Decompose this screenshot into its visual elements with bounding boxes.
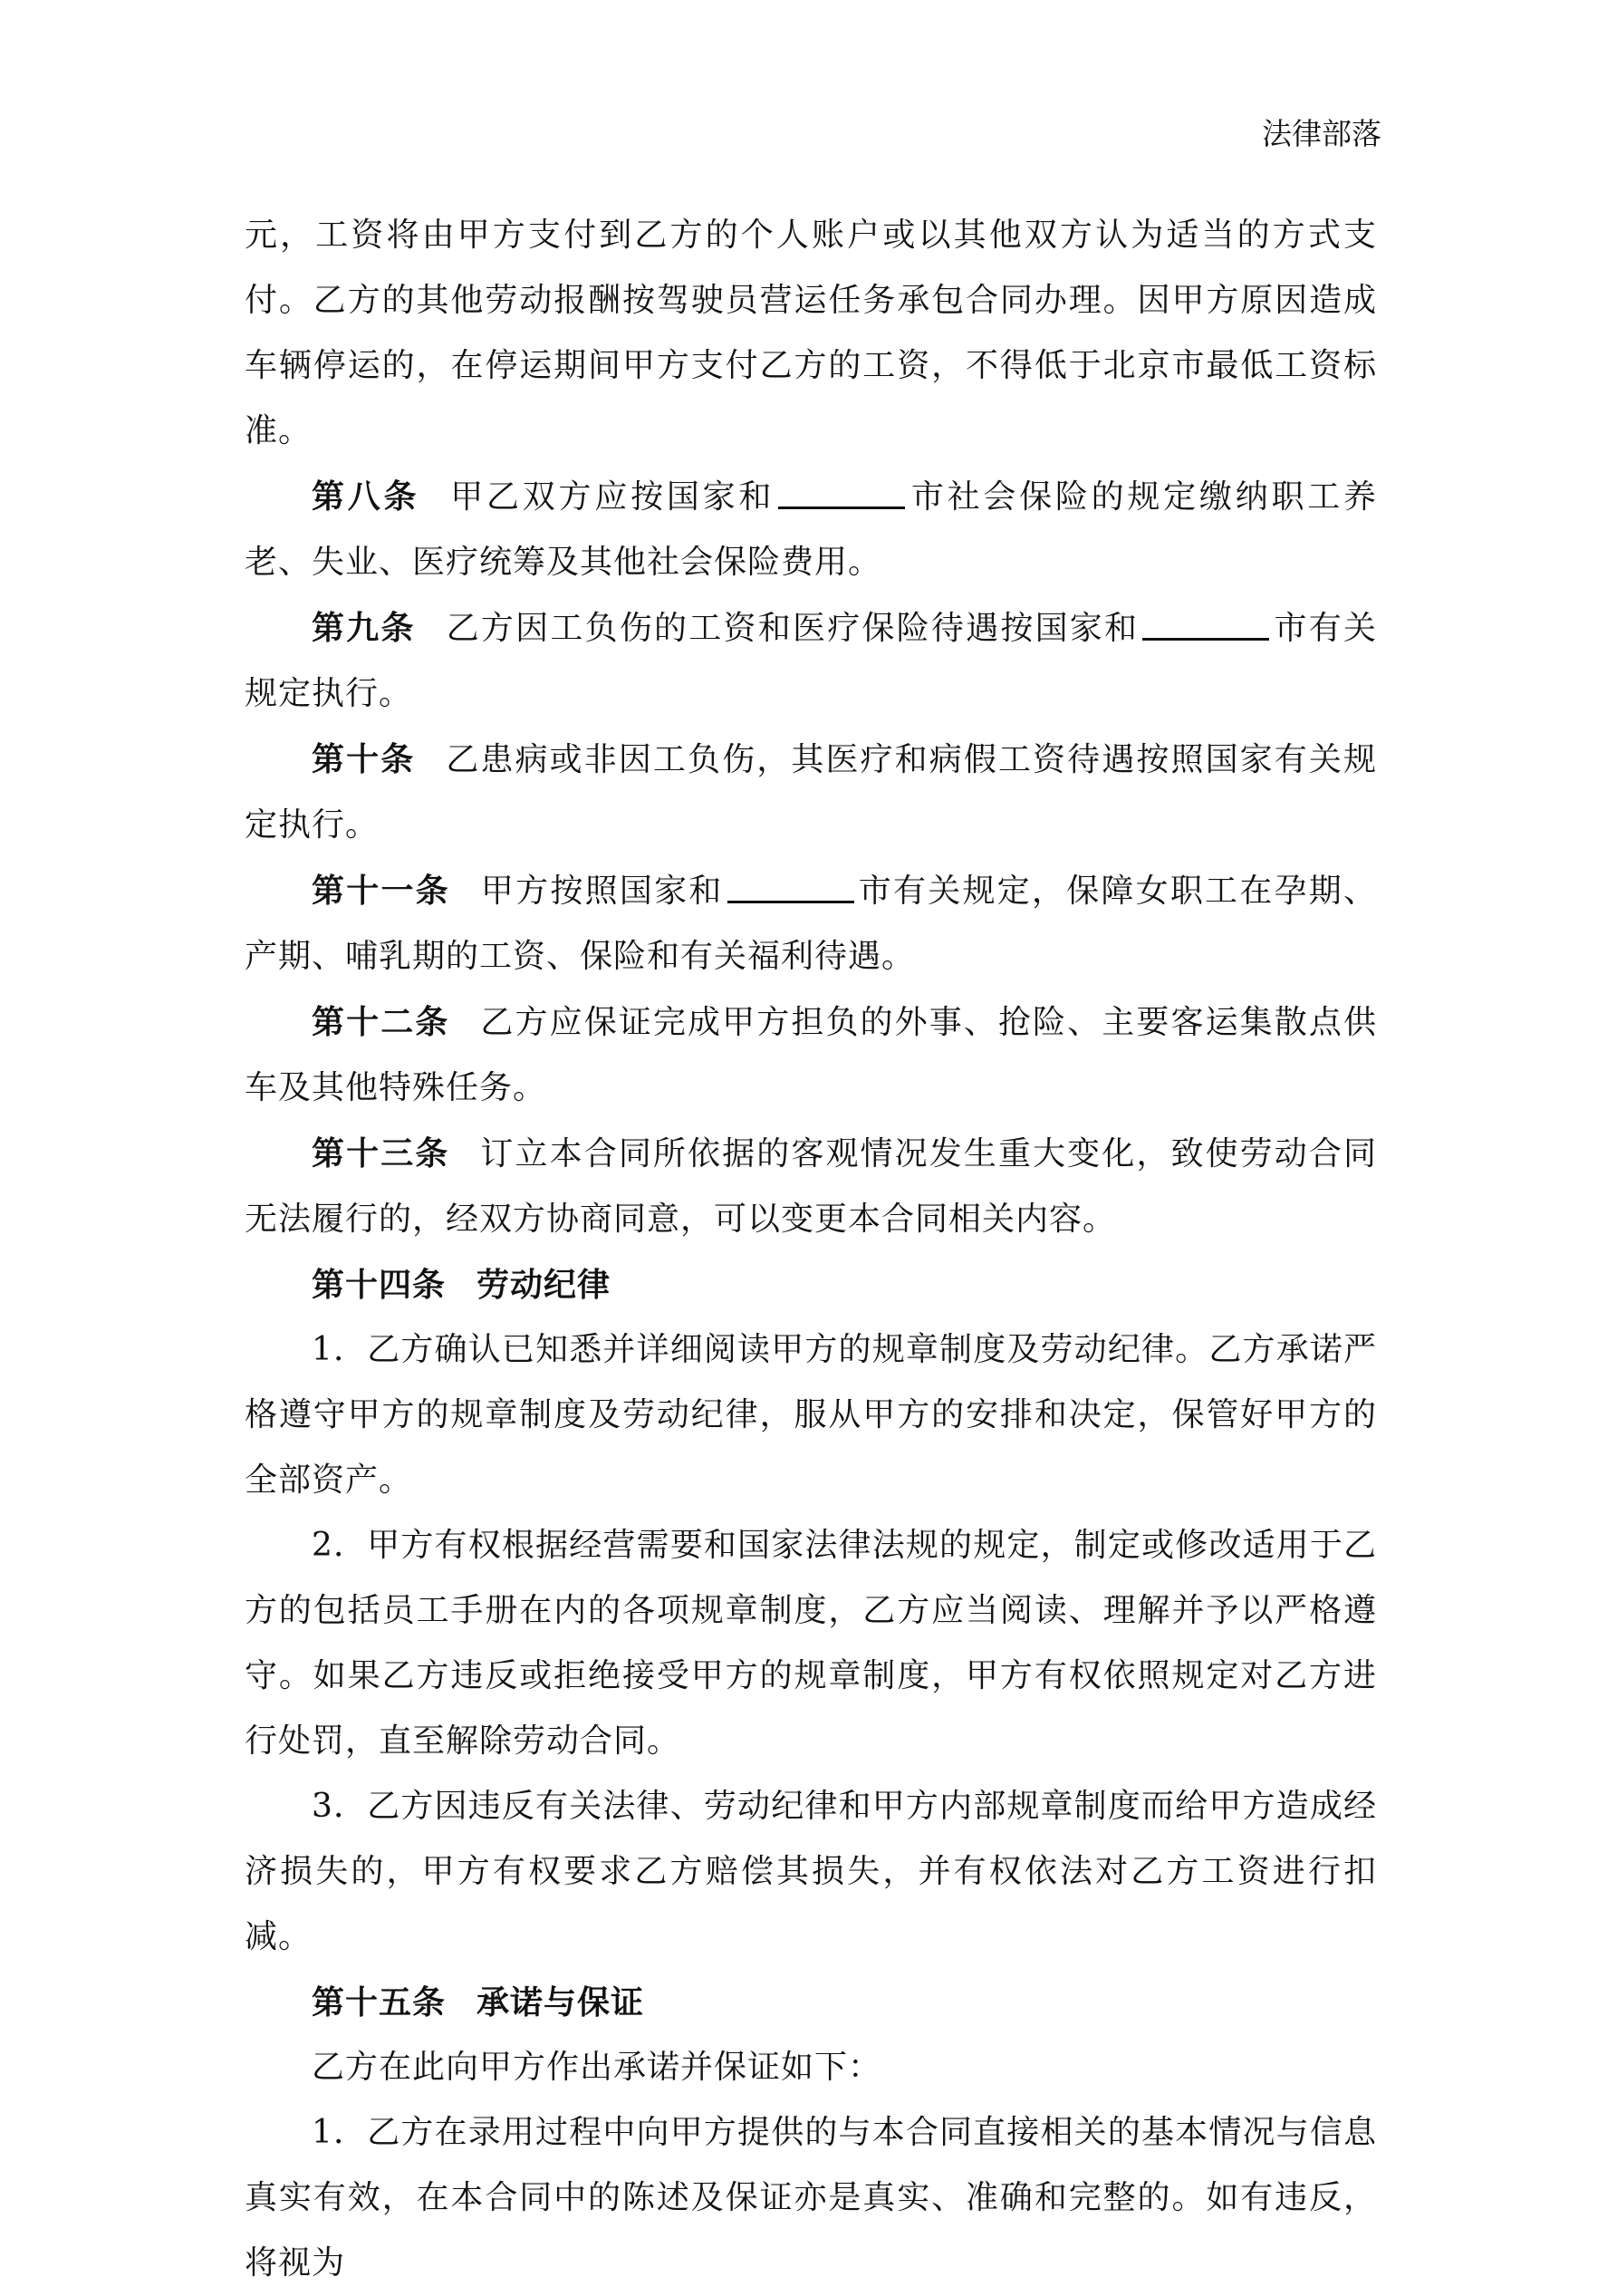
article-13 xyxy=(245,1121,1377,1252)
article-13-text: 订立本合同所依据的客观情况发生重大变化，致使劳动合同无法履行的，经双方协商同意，可以变更本合同相关内容。 xyxy=(245,1135,1377,1238)
article-8 xyxy=(245,464,1377,595)
article-14-label: 第十四条 xyxy=(312,1266,447,1304)
article-9 xyxy=(245,595,1377,727)
document-body xyxy=(245,203,1377,2296)
article-11 xyxy=(245,858,1377,989)
article-8-text-post: 市社会保险的规定缴纳职工养老、失业、医疗统筹及其他社会保险费用。 xyxy=(245,478,1377,581)
blank-line xyxy=(1142,611,1269,641)
article-9-text-post: 市有关规定执行。 xyxy=(245,610,1377,712)
article-12 xyxy=(245,989,1377,1121)
article-10-text: 乙患病或非因工负伤，其医疗和病假工资待遇按照国家有关规定执行。 xyxy=(245,741,1377,844)
article-9-label: 第九条 xyxy=(312,609,416,647)
article-14-title: 劳动纪律 xyxy=(476,1266,611,1304)
article-14-item-3: 3．乙方因违反有关法律、劳动纪律和甲方内部规章制度而给甲方造成经济损失的，甲方有权要求乙方赔偿其损失，并有权依法对乙方工资进行扣减。 xyxy=(245,1788,1377,1955)
article-15-title: 承诺与保证 xyxy=(476,1983,645,2021)
article-8-label: 第八条 xyxy=(312,478,420,516)
article-15-heading xyxy=(245,1970,1377,2035)
article-14-item-2: 2．甲方有权根据经营需要和国家法律法规的规定，制定或修改适用于乙方的包括员工手册在内的各项规章制度，乙方应当阅读、理解并予以严格遵守。如果乙方违反或拒绝接受甲方的规章制度，甲方有权依照规定对乙方进行处罚，直至解除劳动合同。 xyxy=(245,1527,1377,1760)
article-14-heading xyxy=(245,1252,1377,1317)
article-9-text-pre: 乙方因工负伤的工资和医疗保险待遇按国家和 xyxy=(446,610,1140,647)
blank-line xyxy=(778,479,905,509)
article-13-label: 第十三条 xyxy=(312,1134,450,1172)
article-11-text-pre: 甲方按照国家和 xyxy=(480,873,724,910)
article-12-text: 乙方应保证完成甲方担负的外事、抢险、主要客运集散点供车及其他特殊任务。 xyxy=(245,1004,1377,1106)
article-15-item-1: 1．乙方在录用过程中向甲方提供的与本合同直接相关的基本情况与信息真实有效，在本合同中的陈述及保证亦是真实、准确和完整的。如有违反，将视为 xyxy=(245,2114,1377,2282)
article-8-text-pre: 甲乙双方应按国家和 xyxy=(450,478,775,516)
article-11-text-post: 市有关规定，保障女职工在孕期、产期、哺乳期的工资、保险和有关福利待遇。 xyxy=(245,873,1377,975)
article-10 xyxy=(245,727,1377,858)
article-14-item-1: 1．乙方确认已知悉并详细阅读甲方的规章制度及劳动纪律。乙方承诺严格遵守甲方的规章制度及劳动纪律，服从甲方的安排和决定，保管好甲方的全部资产。 xyxy=(245,1331,1377,1499)
article-12-label: 第十二条 xyxy=(312,1003,450,1041)
article-15-label: 第十五条 xyxy=(312,1983,447,2021)
article-15-intro: 乙方在此向甲方作出承诺并保证如下： xyxy=(312,2049,882,2086)
paragraph-continued: 元，工资将由甲方支付到乙方的个人账户或以其他双方认为适当的方式支付。乙方的其他劳动报酬按驾驶员营运任务承包合同办理。因甲方原因造成车辆停运的，在停运期间甲方支付乙方的工资，不得低于北京市最低工资标准。 xyxy=(245,217,1377,449)
article-10-label: 第十条 xyxy=(312,740,416,778)
article-11-label: 第十一条 xyxy=(312,872,450,910)
header-brand: 法律部落 xyxy=(1262,116,1381,151)
blank-line xyxy=(727,873,854,903)
